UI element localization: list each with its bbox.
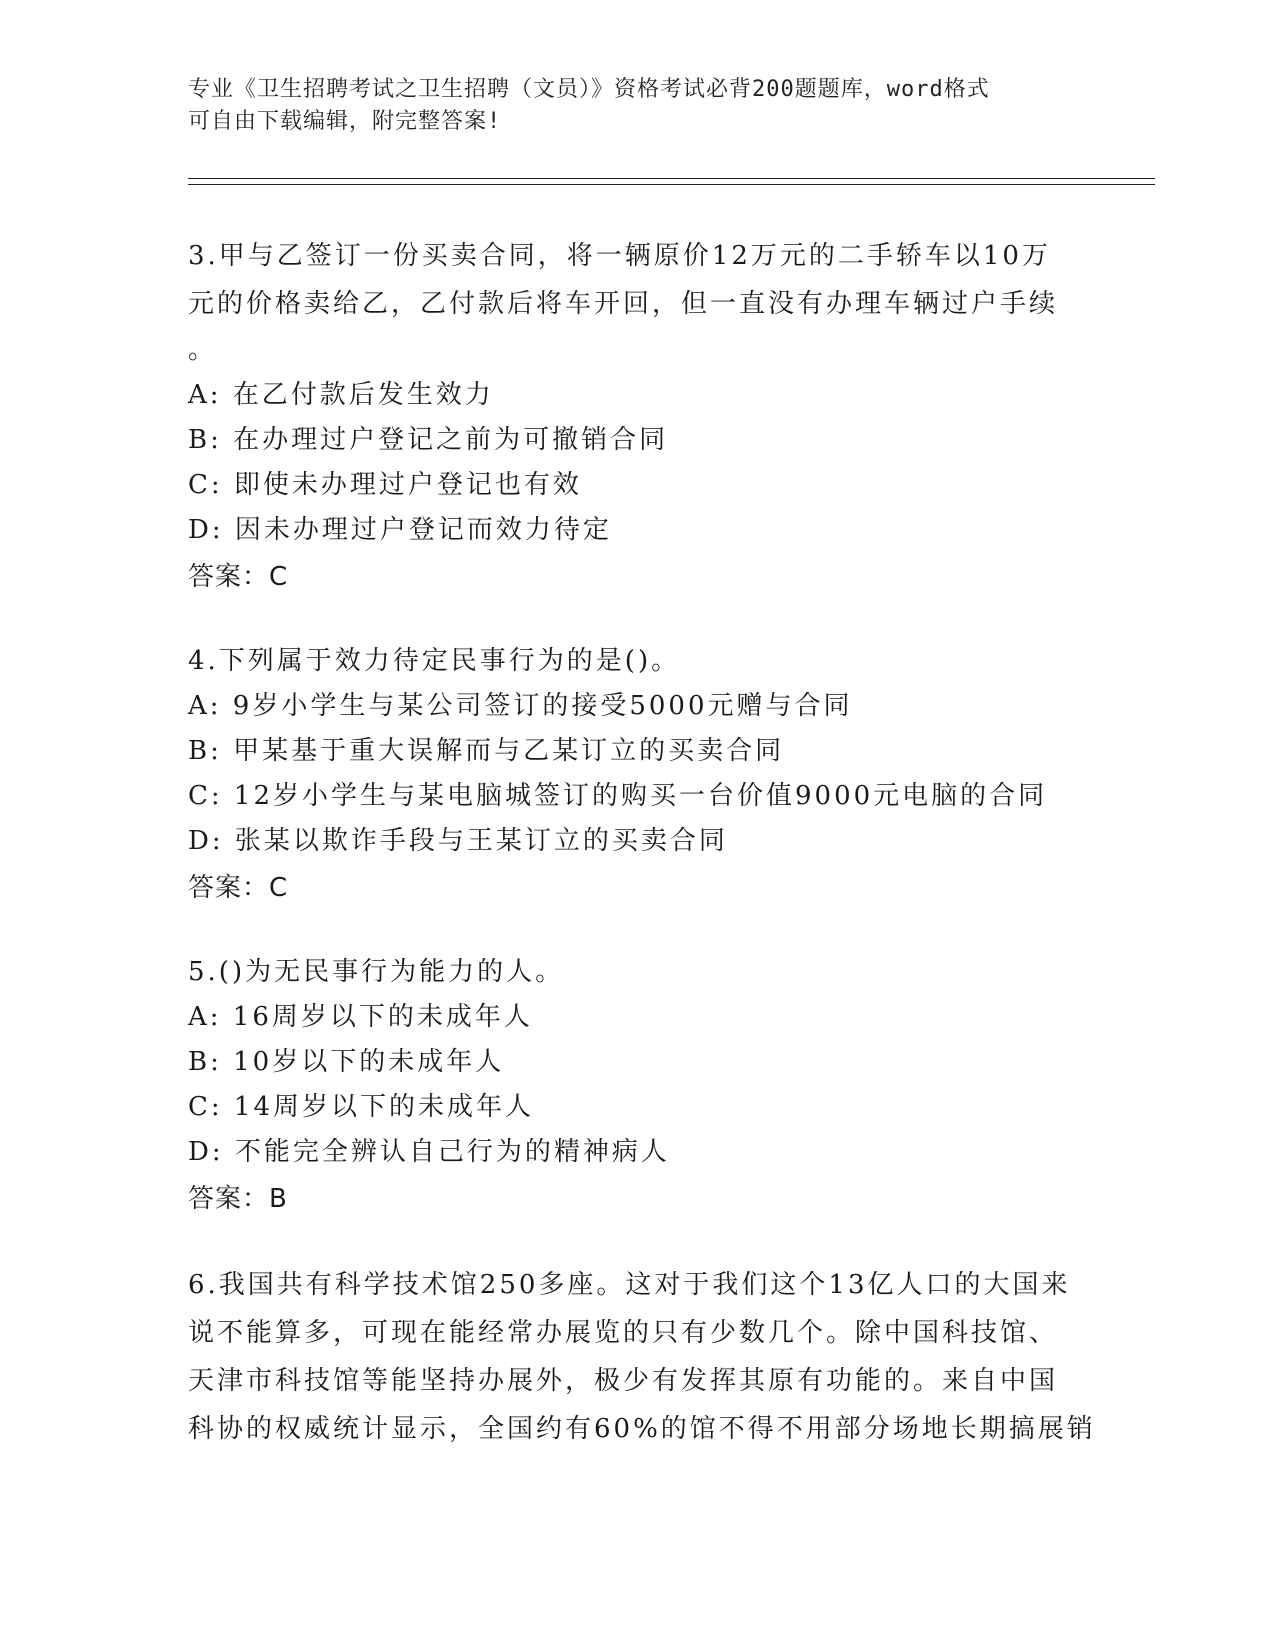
question-stem-line: 6.我国共有科学技术馆250多座。这对于我们这个13亿人口的大国来 <box>188 1270 1071 1300</box>
answer-line: 答案：C <box>188 562 289 592</box>
question-stem-line: 元的价格卖给乙，乙付款后将车开回，但一直没有办理车辆过户手续 <box>188 289 1059 319</box>
question-stem-line: 科协的权威统计显示，全国约有60%的馆不得不用部分场地长期搞展销 <box>188 1414 1096 1444</box>
option-a: A: 在乙付款后发生效力 <box>188 380 494 410</box>
question-stem-line: 天津市科技馆等能坚持办展外，极少有发挥其原有功能的。来自中国 <box>188 1366 1059 1396</box>
option-a: A: 9岁小学生与某公司签订的接受5000元赠与合同 <box>188 691 853 721</box>
option-a: A: 16周岁以下的未成年人 <box>188 1002 533 1032</box>
option-b: B: 甲某基于重大误解而与乙某订立的买卖合同 <box>188 736 785 766</box>
option-c: C: 12岁小学生与某电脑城签订的购买一台价值9000元电脑的合同 <box>188 781 1048 811</box>
question-stem-line: 3.甲与乙签订一份买卖合同，将一辆原价12万元的二手轿车以10万 <box>188 241 1051 271</box>
question-5 <box>188 950 1088 1223</box>
question-3 <box>188 232 1088 601</box>
option-d: D: 不能完全辨认自己行为的精神病人 <box>188 1137 670 1167</box>
question-6 <box>188 1261 1096 1453</box>
header-line-1: 专业《卫生招聘考试之卫生招聘（文员）》资格考试必背200题题库，word格式 <box>188 77 990 102</box>
header-line-2: 可自由下载编辑，附完整答案! <box>188 109 502 134</box>
option-c: C: 14周岁以下的未成年人 <box>188 1092 535 1122</box>
question-stem-line: 。 <box>188 335 218 365</box>
option-c: C: 即使未办理过户登记也有效 <box>188 470 582 500</box>
question-list <box>188 232 1096 1453</box>
question-stem-line: 说不能算多，可现在能经常办展览的只有少数几个。除中国科技馆、 <box>188 1318 1059 1348</box>
option-d: D: 张某以欺诈手段与王某订立的买卖合同 <box>188 826 728 856</box>
question-4 <box>188 639 1088 912</box>
answer-line: 答案：B <box>188 1184 288 1214</box>
question-stem-line: 4.下列属于效力待定民事行为的是()。 <box>188 646 681 676</box>
document-header <box>188 74 1088 138</box>
header-divider-top <box>188 178 1155 179</box>
answer-line: 答案：C <box>188 873 289 903</box>
option-d: D: 因未办理过户登记而效力待定 <box>188 515 612 545</box>
question-stem-line: 5.()为无民事行为能力的人。 <box>188 957 565 987</box>
option-b: B: 在办理过户登记之前为可撤销合同 <box>188 425 669 455</box>
option-b: B: 10岁以下的未成年人 <box>188 1047 505 1077</box>
header-divider-bottom <box>188 184 1155 185</box>
